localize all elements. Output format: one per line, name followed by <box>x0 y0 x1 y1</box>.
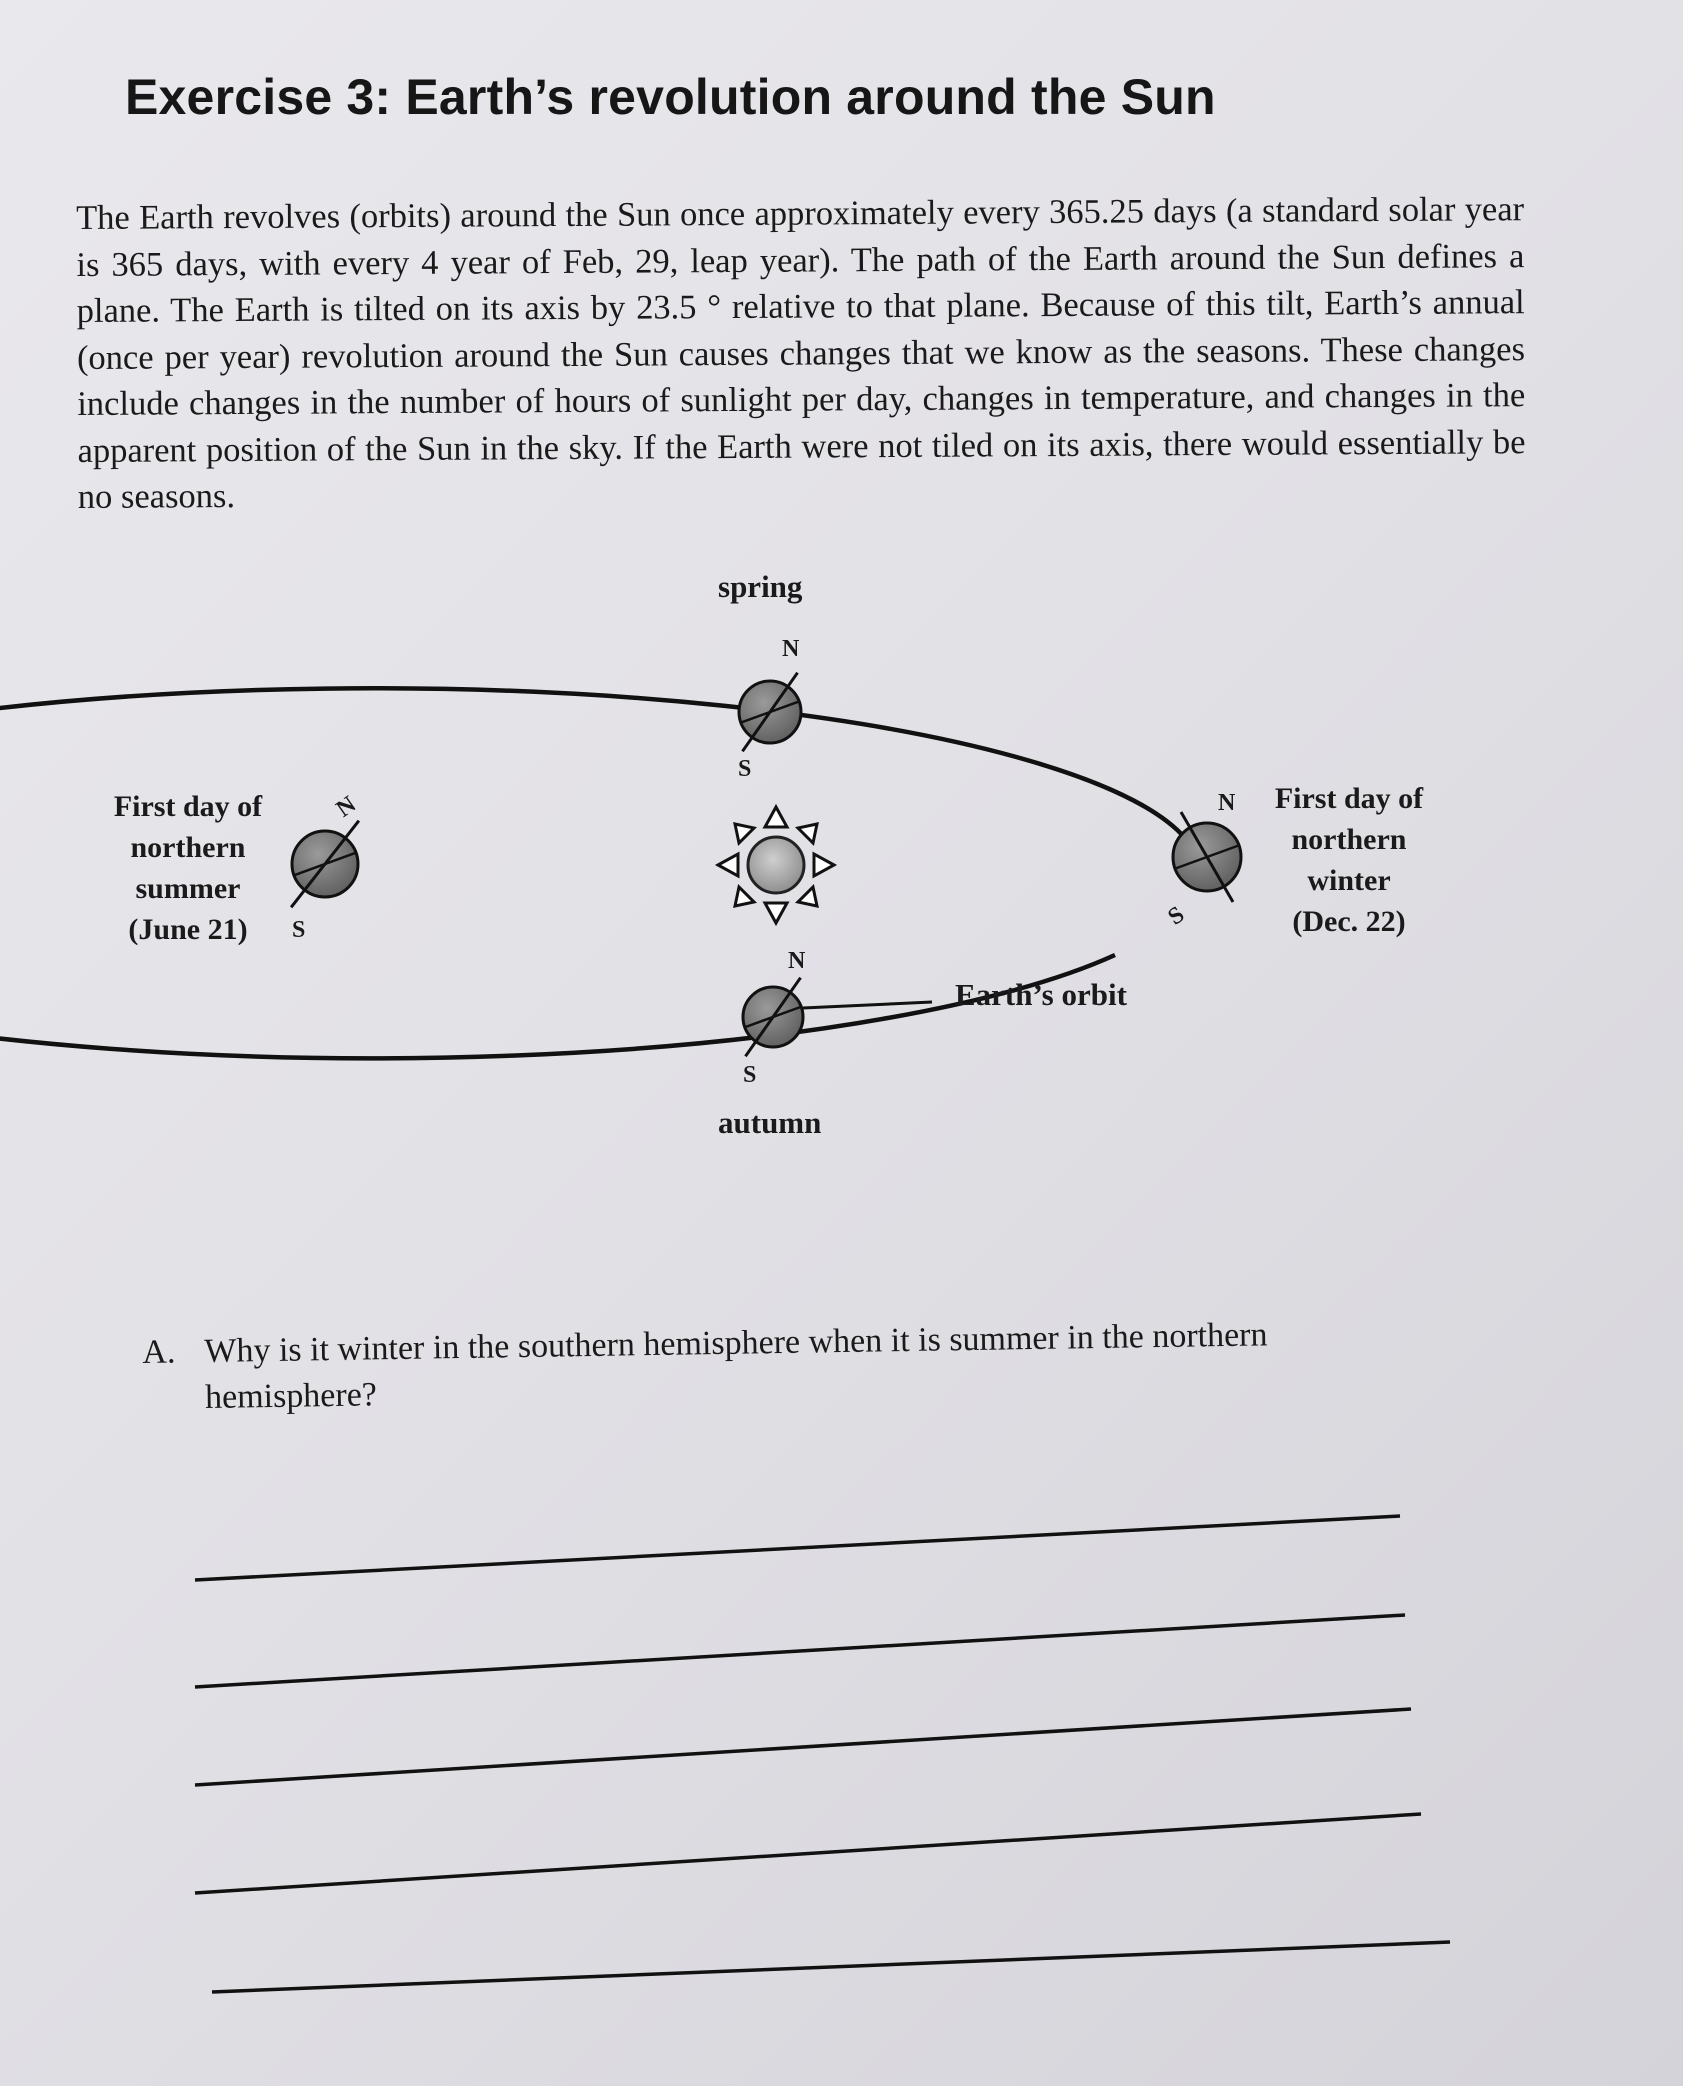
pole-n-spring: N <box>782 636 800 662</box>
answer-line[interactable] <box>195 1516 1400 1580</box>
question-text-cont: hemisphere? <box>204 1376 378 1417</box>
summer-label-line: summer <box>135 872 241 905</box>
summer-label-line: First day of <box>113 790 263 823</box>
pole-s-spring: S <box>738 756 752 782</box>
answer-line[interactable] <box>195 1615 1405 1687</box>
pole-n-autumn: N <box>788 948 806 974</box>
question-text: Why is it winter in the southern hemisphere when it is summer in the northern <box>204 1316 1268 1371</box>
pole-s-winter: S <box>1163 901 1190 931</box>
summer-label-line: (June 21) <box>128 913 248 946</box>
winter-label-line: northern <box>1291 823 1407 856</box>
intro-paragraph: The Earth revolves (orbits) around the Sun once approximately every 365.25 days (a standard solar year is 365 days, with every 4 year of Feb, 29, leap year). The path of the Earth around the Sun defines a plane. The Earth is tilted on its axis by 23.5 ° relative to that plane. Because of this tilt, Earth’s annual (once per year) revolution around the Sun causes changes that we know as the seasons. These changes include changes in the number of hours of sunlight per day, changes in temperature, and changes in the apparent position of the Sun in the sky. If the Earth were not tiled on its axis, there would essentially be no seasons. <box>76 190 1526 516</box>
answer-line[interactable] <box>195 1709 1411 1785</box>
answer-line[interactable] <box>195 1814 1421 1893</box>
orbit-label: Earth’s orbit <box>955 977 1127 1012</box>
winter-label-line: winter <box>1307 864 1391 897</box>
winter-label-line: First day of <box>1274 782 1424 815</box>
winter-label-line: (Dec. 22) <box>1292 905 1406 938</box>
pole-s-summer: S <box>292 917 306 943</box>
question-letter: A. <box>142 1333 176 1371</box>
spring-label: spring <box>718 569 803 604</box>
pole-n-summer: N <box>331 791 361 823</box>
pole-s-autumn: S <box>743 1062 757 1088</box>
autumn-label: autumn <box>718 1105 822 1140</box>
summer-label-line: northern <box>130 831 246 864</box>
pole-n-winter: N <box>1218 790 1236 816</box>
answer-line[interactable] <box>212 1942 1450 1992</box>
page-title: Exercise 3: Earth’s revolution around the Sun <box>125 69 1216 125</box>
